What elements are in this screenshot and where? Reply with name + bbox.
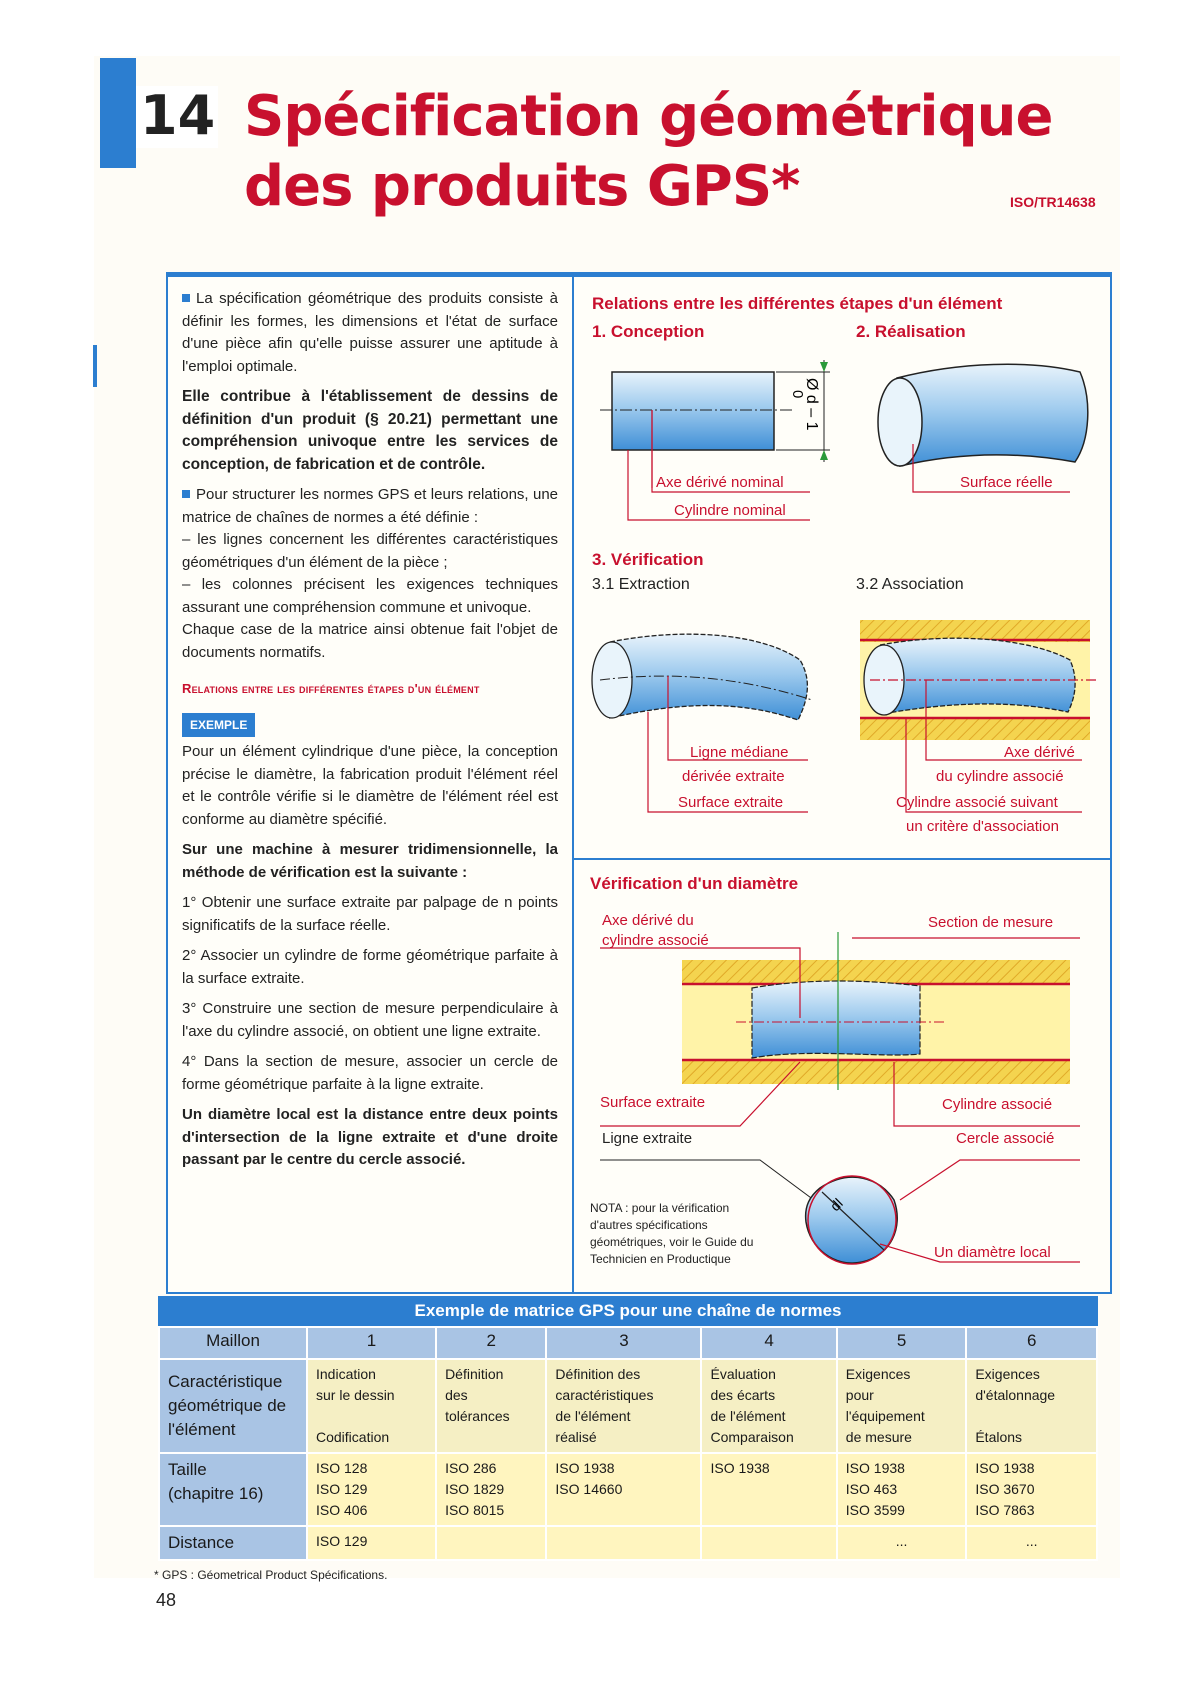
intro-paragraph: La spécification géométrique des produits consiste à définir les formes, les dimensions et l'état de surface d'une pièce afin qu'elle puisse assurer une aptitude à l'emploi optimale. [182, 290, 558, 375]
example-paragraph: Pour un élément cylindrique d'une pièce, la conception précise le diamètre, la fabrication produit l'élément réel et le contrôle vérifie si le diamètre de l'élément réel est conforme au diamètre spécifié. [182, 743, 558, 828]
surface-extraite-label: Surface extraite [678, 794, 784, 811]
taille-label: Taille (chapitre 16) [159, 1453, 307, 1526]
col-header: 2 [436, 1327, 546, 1359]
ligne-mediane-label-2: dérivée extraite [682, 768, 785, 785]
relations-heading: Relations entre les différentes étapes d'un élément [592, 294, 1003, 313]
matrix-header-row [159, 1327, 1097, 1359]
v-cylindre-label: Cylindre associé [942, 1096, 1053, 1113]
maillon-header: Maillon [159, 1327, 307, 1359]
distance-cell [546, 1526, 701, 1560]
matrix-lines: – les lignes concernent les différentes caractéristiques géométriques d'un élément de la pièce ; [182, 531, 558, 571]
nota-text: NOTA : pour la vérification d'autres spécifications géométriques, voir le Guide du Technicien en Productique [590, 1201, 754, 1266]
cmm-paragraph: Sur une machine à mesurer tridimensionnelle, la méthode de vérification est la suivante : [182, 841, 558, 881]
taille-cell: ISO 1938 ISO 3670 ISO 7863 [966, 1453, 1097, 1526]
v-cercle-label: Cercle associé [956, 1130, 1055, 1147]
v-surface-label: Surface extraite [600, 1094, 706, 1111]
step-3: 3° Construire une section de mesure perpendiculaire à l'axe du cylindre associé, on obtient une ligne extraite. [182, 1000, 558, 1040]
verif-diametre-heading: Vérification d'un diamètre [590, 874, 799, 893]
desc-cell: Définition des caractéristiques de l'élément réalisé [546, 1359, 701, 1453]
step-2: 2° Associer un cylindre de forme géométrique parfaite à la surface extraite. [182, 947, 558, 987]
taille-cell: ISO 1938 ISO 463 ISO 3599 [837, 1453, 967, 1526]
v-axe-label-2: cylindre associé [602, 932, 709, 949]
caract-label: Caractéristique géométrique de l'élément [159, 1359, 307, 1453]
taille-cell: ISO 128 ISO 129 ISO 406 [307, 1453, 436, 1526]
desc-cell: Évaluation des écarts de l'élément Comparaison [701, 1359, 836, 1453]
col-header: 3 [546, 1327, 701, 1359]
desc-cell: Exigences pour l'équipement de mesure [837, 1359, 967, 1453]
page-number: 48 [156, 1590, 177, 1610]
v-section-label: Section de mesure [928, 914, 1054, 931]
verification-heading: 3. Vérification [592, 550, 704, 569]
cyl-assoc-label-1: Cylindre associé suivant [896, 794, 1058, 811]
conception-heading: 1. Conception [592, 322, 705, 341]
axe-derive-label-1: Axe dérivé [1004, 744, 1075, 761]
distance-cell: ... [966, 1526, 1097, 1560]
gps-matrix [158, 1326, 1098, 1561]
cyl-assoc-label-2: un critère d'association [906, 818, 1059, 835]
extraction-label: 3.1 Extraction [592, 576, 690, 593]
step-1: 1° Obtenir une surface extraite par palpage de n points significatifs de la surface réelle. [182, 894, 558, 934]
axe-derive-label-2: du cylindre associé [936, 768, 1064, 785]
local-diameter-definition: Un diamètre local est la distance entre deux points d'intersection de la ligne extraite et d'une droite passant par le centre du cercle associé. [182, 1106, 558, 1168]
taille-cell: ISO 286 ISO 1829 ISO 8015 [436, 1453, 546, 1526]
distance-cell [701, 1526, 836, 1560]
v-diametre-label: Un diamètre local [934, 1244, 1051, 1261]
dimension-text: Ø d – 1 [803, 378, 820, 431]
table-row [159, 1526, 1097, 1560]
taille-cell: ISO 1938 ISO 14660 [546, 1453, 701, 1526]
desc-cell: Exigences d'étalonnage Étalons [966, 1359, 1097, 1453]
v-axe-label-1: Axe dérivé du [602, 912, 694, 929]
distance-label: Distance [159, 1526, 307, 1560]
footnote: * GPS : Géometrical Product Spécifications. [154, 1568, 388, 1582]
chapter-number: 14 [140, 84, 216, 147]
extracted-surface-shape [592, 634, 812, 812]
table-row [159, 1359, 1097, 1453]
example-tag: EXEMPLE [182, 713, 255, 738]
step-4: 4° Dans la section de mesure, associer un cercle de forme géométrique parfaite à la ligne extraite. [182, 1053, 558, 1093]
intro-bold: Elle contribue à l'établissement de dessins de définition d'un produit (§ 20.21) permettant une compréhension univoque entre les services de conception, de fabrication et de contrôle. [182, 388, 558, 473]
distance-cell [436, 1526, 546, 1560]
matrix-note: Chaque case de la matrice ainsi obtenue fait l'objet de documents normatifs. [182, 621, 558, 661]
section-title: Relations entre les différentes étapes d'un élément [182, 681, 480, 696]
taille-cell: ISO 1938 [701, 1453, 836, 1526]
surface-reelle-label: Surface réelle [960, 474, 1053, 491]
col-header: 1 [307, 1327, 436, 1359]
v-ligne-label: Ligne extraite [602, 1130, 693, 1147]
dl-label: dl [826, 1195, 846, 1215]
matrix-columns: – les colonnes précisent les exigences techniques assurant une compréhension commune et univoque. [182, 576, 558, 616]
real-surface-shape [878, 364, 1088, 492]
page-title: Spécification géométrique des produits GPS* [244, 84, 1053, 219]
col-header: 4 [701, 1327, 836, 1359]
col-header: 5 [837, 1327, 967, 1359]
nominal-cylinder [600, 360, 830, 462]
dim-zero: 0 [789, 390, 806, 399]
table-row [159, 1453, 1097, 1526]
desc-cell: Indication sur le dessin Codification [307, 1359, 436, 1453]
distance-cell: ... [837, 1526, 967, 1560]
matrix-title: Exemple de matrice GPS pour une chaîne de normes [158, 1296, 1098, 1326]
iso-reference: ISO/TR14638 [1010, 194, 1096, 210]
ligne-mediane-label-1: Ligne médiane [690, 744, 789, 761]
association-label: 3.2 Association [856, 576, 964, 593]
realisation-heading: 2. Réalisation [856, 322, 966, 341]
desc-cell: Définition des tolérances [436, 1359, 546, 1453]
col-header: 6 [966, 1327, 1097, 1359]
distance-cell: ISO 129 [307, 1526, 436, 1560]
matrix-paragraph: Pour structurer les normes GPS et leurs relations, une matrice de chaînes de normes a été définie : [182, 486, 558, 526]
cyl-nominal-label: Cylindre nominal [674, 502, 786, 519]
axe-nominal-label: Axe dérivé nominal [656, 474, 784, 491]
